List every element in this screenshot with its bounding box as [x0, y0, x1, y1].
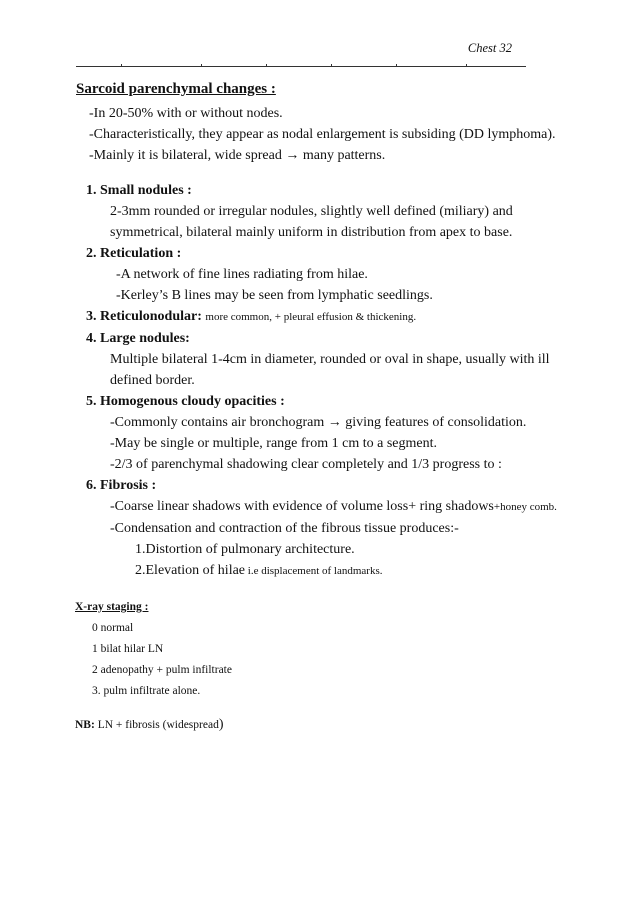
rule-tick — [396, 64, 397, 67]
rule-tick — [201, 64, 202, 67]
item-heading-homogenous: 5. Homogenous cloudy opacities : — [86, 394, 285, 409]
intro-line: -Characteristically, they appear as nodal enlargement is subsiding (DD lymphoma). — [89, 127, 556, 142]
item-heading-text: 3. Reticulonodular: — [86, 309, 202, 324]
staging-list — [76, 618, 576, 702]
header-divider — [76, 66, 526, 67]
item-line: defined border. — [110, 373, 195, 388]
item-line-small-text: +honey comb. — [493, 501, 557, 513]
pattern-list — [76, 180, 576, 582]
intro-block — [76, 103, 576, 166]
item-heading-fibrosis: 6. Fibrosis : — [86, 478, 157, 493]
item-heading-reticulonodular — [86, 306, 576, 328]
rule-tick — [466, 64, 467, 67]
rule-tick — [331, 64, 332, 67]
intro-line: -In 20-50% with or without nodes. — [89, 106, 283, 121]
item-inline-note: more common, + pleural effusion & thickening. — [205, 311, 417, 323]
sub-item-line: 1.Distortion of pulmonary architecture. — [135, 542, 355, 557]
stage-item: 1 bilat hilar LN — [92, 643, 164, 655]
item-line: -2/3 of parenchymal shadowing clear completely and 1/3 progress to : — [110, 457, 502, 472]
item-heading-large-nodules: 4. Large nodules: — [86, 331, 190, 346]
item-line — [110, 496, 576, 518]
item-line: Multiple bilateral 1-4cm in diameter, rounded or oval in shape, usually with ill — [110, 352, 550, 367]
stage-item: 3. pulm infiltrate alone. — [92, 685, 201, 697]
item-line-text: -Coarse linear shadows with evidence of volume loss+ ring shadows — [110, 499, 494, 514]
stage-item: 2 adenopathy + pulm infiltrate — [92, 664, 232, 676]
nb-close-paren: ) — [218, 717, 224, 732]
item-line: -Condensation and contraction of the fibrous tissue produces:- — [110, 521, 459, 536]
nb-label: NB: — [75, 719, 95, 731]
document-body — [76, 79, 576, 734]
section-title: Sarcoid parenchymal changes : — [76, 81, 276, 97]
nb-note — [75, 716, 576, 734]
intro-line: -Mainly it is bilateral, wide spread → many patterns. — [89, 148, 386, 163]
rule-tick — [121, 64, 122, 67]
rule-tick — [266, 64, 267, 67]
item-line: symmetrical, bilateral mainly uniform in distribution from apex to base. — [110, 225, 513, 240]
sub-item-small-text: i.e displacement of landmarks. — [245, 565, 383, 577]
item-line: -May be single or multiple, range from 1 cm to a segment. — [110, 436, 437, 451]
nb-text: LN + fibrosis (widespread — [94, 719, 219, 731]
item-line: 2-3mm rounded or irregular nodules, slightly well defined (miliary) and — [110, 204, 513, 219]
staging-title: X-ray staging : — [75, 601, 149, 613]
page-header-label: Chest 32 — [467, 41, 512, 55]
item-line: -A network of fine lines radiating from hilae. — [116, 267, 368, 282]
item-line: -Commonly contains air bronchogram → giving features of consolidation. — [110, 415, 527, 430]
stage-item: 0 normal — [92, 622, 134, 634]
item-line: -Kerley’s B lines may be seen from lymphatic seedlings. — [116, 288, 433, 303]
item-heading-small-nodules: 1. Small nodules : — [86, 183, 192, 198]
sub-item-line — [135, 560, 576, 582]
sub-item-text: 2.Elevation of hilae — [135, 563, 246, 578]
item-heading-reticulation: 2. Reticulation : — [86, 246, 182, 261]
